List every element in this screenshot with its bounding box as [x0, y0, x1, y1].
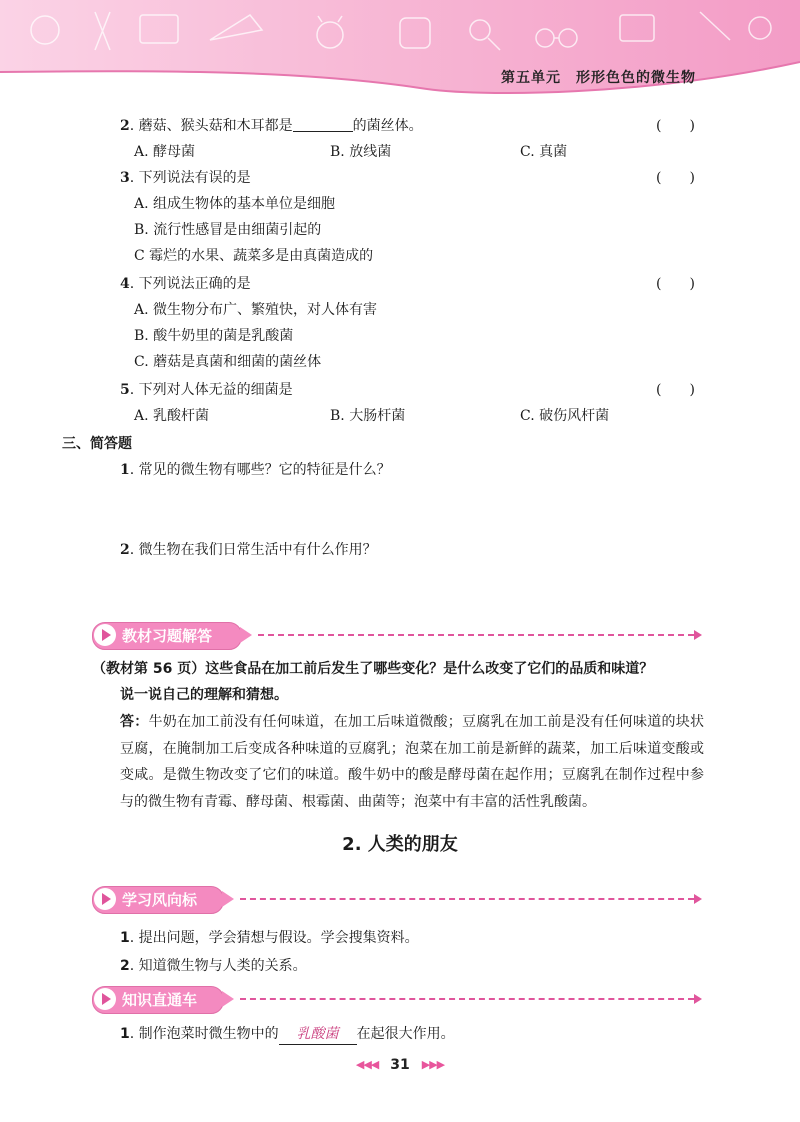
- question-text: . 常见的微生物有哪些？它的特征是什么？: [129, 462, 391, 478]
- dashed-divider: [240, 898, 694, 900]
- arrow-right-icon: [694, 994, 702, 1004]
- option-c: C. 真菌: [520, 144, 568, 160]
- play-icon: [94, 988, 116, 1010]
- option-a: A. 微生物分布广、繁殖快，对人体有害: [134, 302, 378, 318]
- unit-title: 第五单元 形形色色的微生物: [501, 70, 696, 86]
- tag-arrow-icon: [222, 891, 234, 907]
- lesson-title: 2. 人类的朋友: [342, 834, 458, 855]
- tag-arrow-icon: [240, 627, 252, 643]
- filled-answer[interactable]: 乳酸菌: [279, 1024, 357, 1045]
- option-b: B. 大肠杆菌: [330, 408, 406, 424]
- dashed-divider: [258, 634, 694, 636]
- play-icon: [94, 624, 116, 646]
- arrow-right-icon: [694, 894, 702, 904]
- item-number: 1: [120, 1026, 130, 1042]
- study-item-1: [120, 928, 419, 948]
- tag-label: 知识直通车: [122, 991, 198, 1009]
- question-number: 4: [120, 276, 130, 292]
- triangles-left-icon: ◀◀◀: [355, 1058, 379, 1071]
- question-stem: . 蘑菇、猴头菇和木耳都是: [129, 118, 293, 134]
- arrow-right-icon: [694, 630, 702, 640]
- option-a: A. 乳酸杆菌: [134, 408, 210, 424]
- answer-parens[interactable]: ( ): [656, 276, 695, 292]
- item-number: 2: [120, 958, 130, 974]
- question-5: [120, 380, 293, 400]
- question-number: 3: [120, 170, 130, 186]
- play-icon: [94, 888, 116, 910]
- dashed-divider: [240, 998, 694, 1000]
- answer-parens[interactable]: ( ): [656, 118, 695, 134]
- knowledge-item-1: [120, 1024, 455, 1045]
- answer-blank[interactable]: [293, 117, 353, 132]
- option-a: A. 酵母菌: [134, 144, 196, 160]
- option-c: C. 蘑菇是真菌和细菌的菌丝体: [134, 354, 322, 370]
- question-2: [120, 116, 423, 136]
- tag-label: 学习风向标: [122, 891, 198, 909]
- item-text: . 提出问题，学会猜想与假设。学会搜集资料。: [129, 930, 419, 946]
- answer-parens[interactable]: ( ): [656, 382, 695, 398]
- answer-parens[interactable]: ( ): [656, 170, 695, 186]
- option-c: C. 破伤风杆菌: [520, 408, 610, 424]
- section-heading: 三、简答题: [62, 436, 132, 452]
- section-tag-study: [92, 886, 704, 914]
- item-text-end: 在起很大作用。: [356, 1026, 455, 1042]
- option-b: B. 酸牛奶里的菌是乳酸菌: [134, 328, 294, 344]
- question-stem: . 下列说法正确的是: [129, 276, 251, 292]
- question-number: 2: [120, 118, 130, 134]
- option-b: B. 放线菌: [330, 144, 392, 160]
- textbook-question-line1: （教材第 56 页）这些食品在加工前后发生了哪些变化？是什么改变了它们的品质和味道？: [92, 661, 654, 677]
- triangles-right-icon: ▶▶▶: [421, 1058, 445, 1071]
- option-c: C 霉烂的水果、蔬菜多是由真菌造成的: [134, 248, 374, 264]
- section-tag-textbook: [92, 622, 704, 650]
- question-3: [120, 168, 251, 188]
- section-tag-knowledge: [92, 986, 704, 1014]
- short-answer-2: [120, 540, 377, 560]
- textbook-question-line2: 说一说自己的理解和猜想。: [120, 687, 288, 703]
- item-number: 1: [120, 930, 130, 946]
- item-text: . 知道微生物与人类的关系。: [129, 958, 307, 974]
- answer-text: 牛奶在加工前没有任何味道，在加工后味道微酸；豆腐乳在加工前是没有任何味道的块状豆腐，在腌制加工后变成各种味道的豆腐乳；泡菜在加工前是新鲜的蔬菜，加工后味道变酸或变咸。是微生物改变了它们的味道。酸牛奶中的酸是酵母菌在起作用；豆腐乳在制作过程中参与的微生物有青霉、酵母菌、根霉菌、曲菌等；泡菜中有丰富的活性乳酸菌。: [120, 714, 704, 810]
- tag-arrow-icon: [222, 991, 234, 1007]
- option-b: B. 流行性感冒是由细菌引起的: [134, 222, 322, 238]
- question-number: 2: [120, 542, 130, 558]
- answer-label: 答：: [120, 714, 149, 730]
- study-item-2: [120, 956, 307, 976]
- short-answer-1: [120, 460, 391, 480]
- question-stem: . 下列说法有误的是: [129, 170, 251, 186]
- item-text: . 制作泡菜时微生物中的: [129, 1026, 279, 1042]
- page-number: 31: [390, 1057, 410, 1073]
- tag-label: 教材习题解答: [122, 627, 213, 645]
- page-footer: [0, 1054, 800, 1073]
- textbook-answer: [120, 709, 704, 815]
- question-4: [120, 274, 251, 294]
- question-text: . 微生物在我们日常生活中有什么作用？: [129, 542, 377, 558]
- question-stem-end: 的菌丝体。: [352, 118, 423, 134]
- option-a: A. 组成生物体的基本单位是细胞: [134, 196, 336, 212]
- question-stem: . 下列对人体无益的细菌是: [129, 382, 293, 398]
- question-number: 1: [120, 462, 130, 478]
- question-number: 5: [120, 382, 130, 398]
